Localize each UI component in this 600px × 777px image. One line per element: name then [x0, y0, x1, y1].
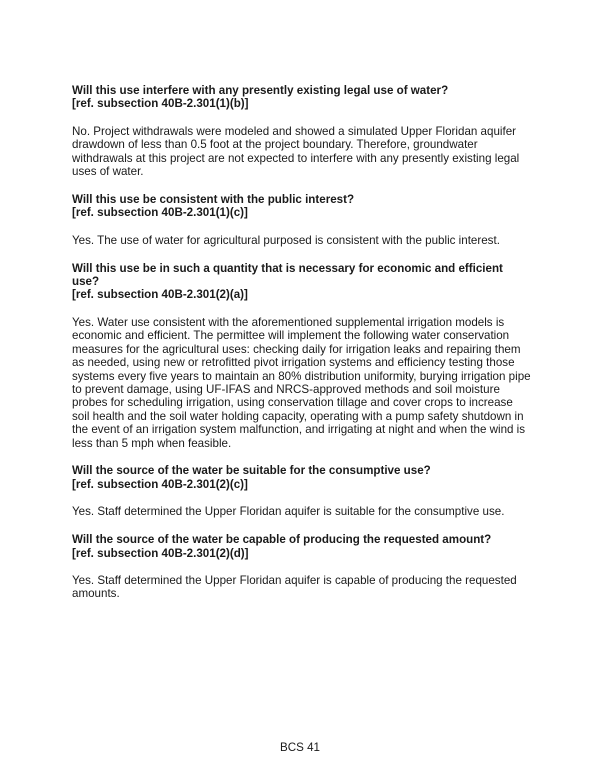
- answer-text: Yes. The use of water for agricultural purposed is consistent with the public interest.: [72, 233, 500, 247]
- question-reference: [ref. subsection 40B-2.301(1)(c)]: [72, 206, 248, 220]
- answer-text: Yes. Staff determined the Upper Floridan aquifer is suitable for the consumptive use.: [72, 505, 505, 519]
- question-reference: [ref. subsection 40B-2.301(2)(a)]: [72, 288, 248, 302]
- answer-text: Yes. Staff determined the Upper Floridan aquifer is capable of producing the requested amounts.: [72, 573, 517, 601]
- question-reference: [ref. subsection 40B-2.301(2)(c)]: [72, 477, 248, 491]
- question-heading: [72, 84, 532, 111]
- question-text: Will this use be consistent with the public interest?: [72, 192, 355, 206]
- question-heading: [72, 193, 532, 220]
- answer-text: Yes. Water use consistent with the aforementioned supplemental irrigation models is economic and efficient. The permittee will implement the following water conservation measures for the agricultural uses: checking daily for irrigation leaks and repairing them as needed, using new or retrofitted pivot irrigation systems and efficiency testing those systems every five years to maintain an 80% distribution uniformity, burying irrigation pipe to prevent damage, using UF-IFAS and NRCS-approved methods and soil moisture probes for scheduling irrigation, using conservation tillage and cover crops to increase soil health and the soil water holding capacity, operating with a pump safety shutdown in the event of an irrigation system malfunction, and irrigating at night and when the wind is less than 5 mph when feasible.: [72, 315, 531, 450]
- section-economic-efficient: [72, 262, 532, 450]
- page-footer-label: BCS 41: [280, 741, 320, 754]
- question-text: Will this use interfere with any presently existing legal use of water?: [72, 84, 449, 97]
- question-heading: [72, 464, 532, 491]
- question-heading: [72, 262, 532, 302]
- section-source-suitable: [72, 464, 532, 518]
- question-text: Will the source of the water be suitable for the consumptive use?: [72, 464, 431, 478]
- section-source-capable: [72, 533, 532, 601]
- answer-text: No. Project withdrawals were modeled and showed a simulated Upper Floridan aquifer drawdown of less than 0.5 foot at the project boundary. Therefore, groundwater withdrawals at this project are not expected to interfere with any presently existing legal uses of water.: [72, 124, 520, 179]
- question-reference: [ref. subsection 40B-2.301(1)(b)]: [72, 97, 249, 111]
- section-public-interest: [72, 193, 532, 247]
- document-body: [72, 84, 532, 615]
- section-interference: [72, 84, 532, 178]
- question-text: Will this use be in such a quantity that is necessary for economic and efficient use?: [72, 261, 503, 289]
- question-heading: [72, 533, 532, 560]
- question-text: Will the source of the water be capable of producing the requested amount?: [72, 533, 492, 547]
- question-reference: [ref. subsection 40B-2.301(2)(d)]: [72, 546, 249, 560]
